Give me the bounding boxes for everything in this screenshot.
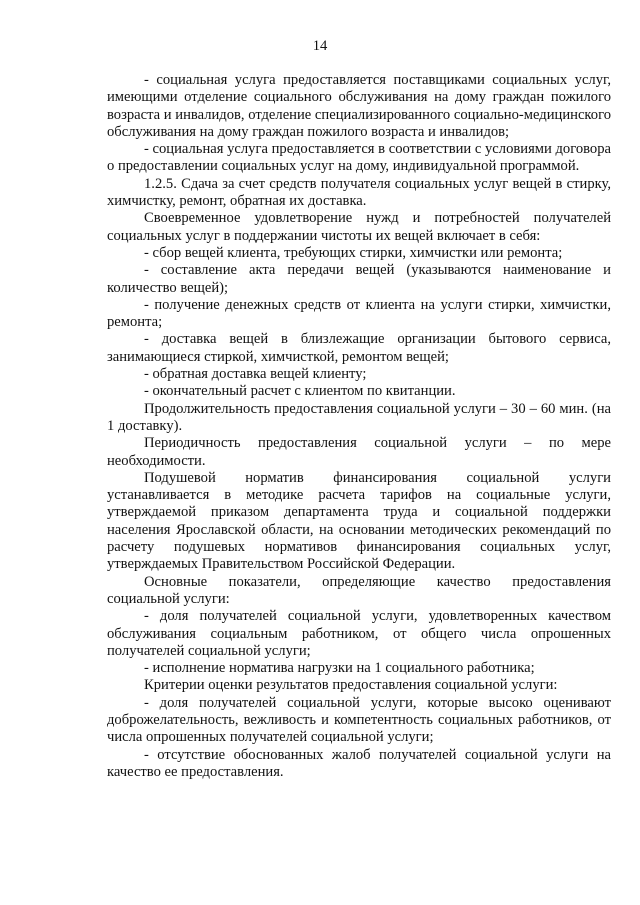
paragraph: Своевременное удовлетворение нужд и потребностей получателей социальных услуг в поддержании чистоты их вещей включает в себя: xyxy=(107,210,611,244)
paragraph: Критерии оценки результатов предоставления социальной услуги: xyxy=(144,677,558,694)
list-item: - окончательный расчет с клиентом по квитанции. xyxy=(144,383,456,400)
document-body xyxy=(107,72,611,781)
paragraph: Основные показатели, определяющие качество предоставления социальной услуги: xyxy=(107,573,611,607)
paragraph: Периодичность предоставления социальной услуги – по мере необходимости. xyxy=(107,435,611,469)
list-item: - составление акта передачи вещей (указываются наименование и количество вещей); xyxy=(107,262,611,296)
list-item: - отсутствие обоснованных жалоб получателей социальной услуги на качество ее предоставления. xyxy=(107,746,611,780)
list-item: - доставка вещей в близлежащие организации бытового сервиса, занимающиеся стиркой, химчисткой, ремонтом вещей; xyxy=(107,331,611,365)
paragraph: Продолжительность предоставления социальной услуги – 30 – 60 мин. (на 1 доставку). xyxy=(107,400,611,434)
paragraph: - социальная услуга предоставляется поставщиками социальных услуг, имеющими отделение социального обслуживания на дому граждан пожилого возраста и инвалидов, отделение специализированного социально-медицинского обслуживания на дому граждан пожилого возраста и инвалидов; xyxy=(107,72,611,140)
section-heading: 1.2.5. Сдача за счет средств получателя социальных услуг вещей в стирку, химчистку, ремонт, обратная их доставка. xyxy=(107,175,611,210)
list-item: - сбор вещей клиента, требующих стирки, химчистки или ремонта; xyxy=(144,244,563,261)
page-number: 14 xyxy=(312,38,328,54)
paragraph: Подушевой норматив финансирования социальной услуги устанавливается в методике расчета тарифов на социальные услуги, утверждаемой приказом департамента труда и социальной поддержки населения Ярославской области, на основании методических рекомендаций по расчету подушевых нормативов финансирования социальных услуг, утверждаемых Правительством Российской Федерации. xyxy=(107,469,611,573)
list-item: - доля получателей социальной услуги, которые высоко оценивают доброжелательность, вежливость и компетентность социальных работников, от числа опрошенных получателей социальной услуги; xyxy=(107,694,611,746)
list-item: - обратная доставка вещей клиенту; xyxy=(144,366,367,383)
paragraph: - социальная услуга предоставляется в соответствии с условиями договора о предоставлении социальных услуг на дому, индивидуальной программой. xyxy=(107,141,611,175)
list-item: - получение денежных средств от клиента на услуги стирки, химчистки, ремонта; xyxy=(107,296,611,331)
list-item: - исполнение норматива нагрузки на 1 социального работника; xyxy=(144,660,535,677)
list-item: - доля получателей социальной услуги, удовлетворенных качеством обслуживания социальным работником, от общего числа опрошенных получателей социальной услуги; xyxy=(107,608,611,659)
